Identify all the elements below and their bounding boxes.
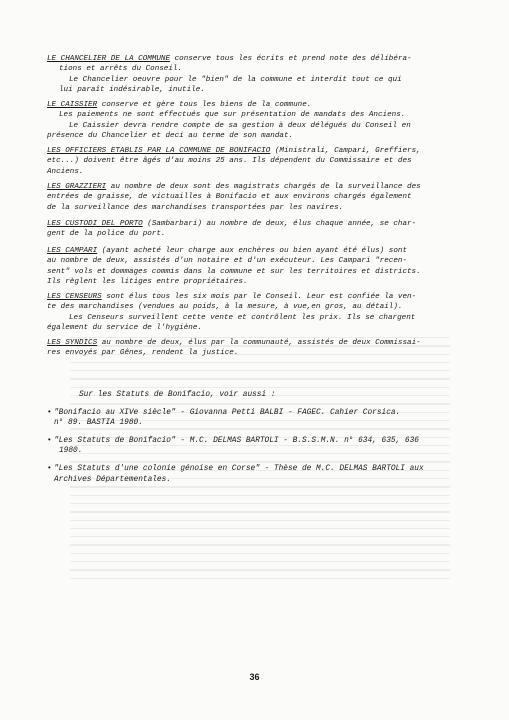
reference-line: n° 89. BASTIA 1980. — [54, 419, 143, 428]
reference-item — [47, 436, 477, 457]
entry-line: etc...) doivent être âgés d'au moins 25 ans. Ils dépendent du Commissaire et des — [47, 157, 412, 166]
entry-line: (Ministrali, Campari, Greffiers, — [270, 147, 421, 155]
reference-line: Archives Départementales. — [54, 475, 171, 484]
entry-line: sont élus tous les six mois par le Conseil. Leur est confiée la ven- — [101, 293, 417, 301]
entry-term: LES SYNDICS — [47, 339, 98, 347]
reference-line: "Bonifacio au XIVe siècle" - Giovanna Petti BALBI - FAGEC. Cahier Corsica. — [54, 408, 401, 417]
bullet-icon: • — [47, 436, 52, 445]
entry-custodi — [47, 219, 477, 240]
entry-line: te des marchandises (vendues au poids, à la mesure, à vue,en gros, au détail). — [47, 303, 403, 312]
reference-line: "Les Statuts de Bonifacio" - M.C. DELMAS BARTOLI - B.S.S.M.N. n° 634, 635, 636 — [54, 436, 419, 445]
entry-line: lui paraît indésirable, inutile. — [59, 86, 205, 95]
entry-line: sent" vols et dommages commis dans la commune et sur les territoires et districts. — [47, 267, 421, 276]
entry-line: gent de la police du port. — [47, 230, 166, 239]
entry-line: res envoyés par Gênes, rendent la justice. — [47, 349, 239, 358]
bullet-icon: • — [47, 408, 52, 417]
entry-line: (Sambarbari) au nombre de deux, élus chaque année, se char- — [142, 220, 417, 228]
entry-officiers — [47, 146, 477, 177]
entry-term: LES CUSTODI DEL PORTO — [47, 220, 143, 228]
entry-grazzieri — [47, 182, 477, 213]
bullet-icon: • — [47, 464, 52, 473]
entry-term: LE CHANCELIER DE LA COMMUNE — [47, 55, 171, 63]
entry-line: entrées de graisse, de victuailles à Bonifacio et aux environs chargés également — [47, 193, 412, 202]
page-number: 36 — [249, 672, 260, 682]
entry-censeurs — [47, 292, 477, 334]
entry-line: (ayant acheté leur charge aux enchères ou bien ayant été élus) sont — [97, 247, 408, 255]
entry-line: Anciens. — [47, 167, 84, 176]
entry-line: de la surveillance des marchandises transportées par les navires. — [47, 203, 344, 212]
reference-line: "Les Statuts d'une colonie génoise en Corse" - Thèse de M.C. DELMAS BARTOLI aux — [54, 464, 424, 473]
references-heading: Sur les Statuts de Bonifacio, voir aussi : — [79, 391, 276, 399]
entry-line: conserve et gère tous les biens de la commune. — [97, 101, 312, 109]
reference-item — [47, 464, 477, 485]
entry-campari — [47, 246, 477, 288]
entry-line: Ils règlent les litiges entre propriétaires. — [47, 278, 248, 287]
entry-line: présence du Chancelier et deci au terme de son mandat. — [47, 132, 294, 141]
entry-term: LE CAISSIER — [47, 101, 98, 109]
reference-item — [47, 408, 477, 429]
entry-line: tions et arrêts du Conseil. — [59, 65, 183, 74]
entry-term: LES CENSEURS — [47, 293, 102, 301]
entry-line: Le Chancelier oeuvre pour le "bien" de la commune et interdit tout ce qui — [69, 75, 402, 84]
entry-line: également du service de l'hygiène. — [47, 324, 202, 333]
entry-line: au nombre de deux, élus par la communauté, assistés de deux Commissai- — [97, 339, 421, 347]
entry-line: Le Caissier devra rendre compte de sa gestion à deux délégués du Conseil en — [69, 121, 411, 130]
entry-line: conserve tous les écrits et prend note des délibéra- — [170, 55, 412, 63]
reference-line: 1980. — [59, 447, 83, 456]
entry-line: Les Censeurs surveillent cette vente et contrôlent les prix. Ils se chargent — [69, 313, 416, 322]
entry-caissier — [47, 100, 477, 142]
entry-chancelier — [47, 54, 477, 96]
entry-term: LES CAMPARI — [47, 247, 98, 255]
entry-line: Les paiements ne sont effectués que sur présentation de mandats des Anciens. — [59, 111, 406, 120]
entry-syndics — [47, 338, 477, 359]
entry-term: LES OFFICIERS ETABLIS PAR LA COMMUNE DE BONIFACIO — [47, 147, 271, 155]
entry-line: au nombre de deux sont des magistrats chargés de la surveillance des — [106, 183, 421, 191]
entry-term: LES GRAZZIERI — [47, 183, 107, 191]
entry-line: au nombre de deux, assistés d'un notaire et d'un exécuteur. Les Campari "recen- — [47, 257, 408, 266]
references-section — [47, 390, 477, 485]
